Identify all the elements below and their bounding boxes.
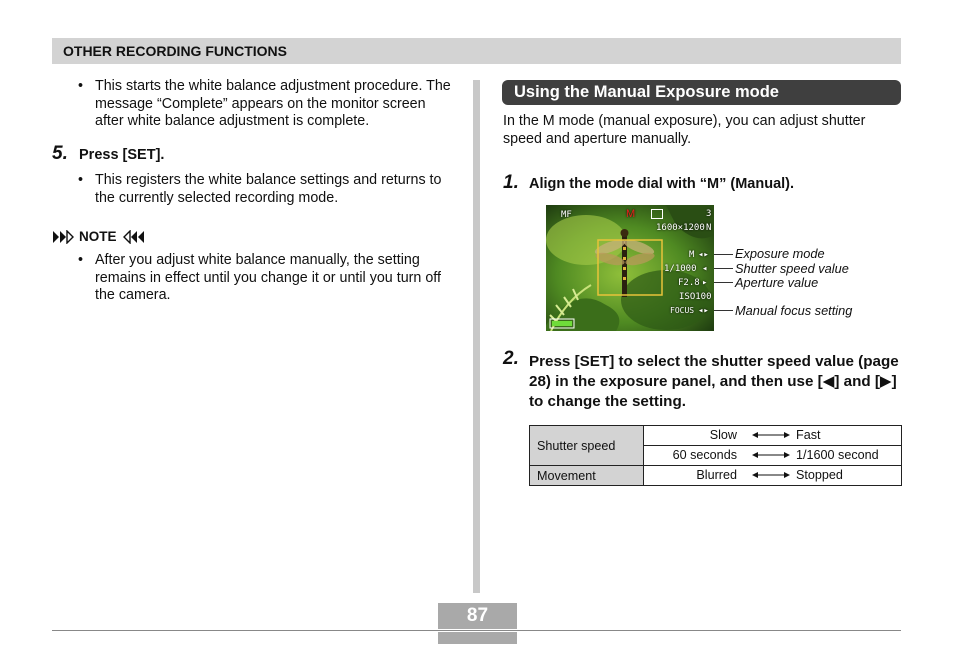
bullet-dot: • (78, 172, 84, 188)
section-header-title: OTHER RECORDING FUNCTIONS (63, 43, 287, 59)
double-arrow-icon (752, 471, 790, 479)
note-arrows-left-icon (121, 230, 145, 244)
callout-exposure-mode: Exposure mode (735, 246, 825, 261)
page-number-box (438, 603, 517, 644)
bullet-item (78, 172, 453, 207)
cell-right-value: Fast (796, 428, 821, 442)
double-arrow-icon (752, 451, 790, 459)
double-arrow-icon (752, 431, 790, 439)
table-label-cell: Shutter speed (530, 426, 644, 466)
column-divider (473, 80, 480, 593)
page-number-tab-bottom (438, 632, 517, 644)
arrows-icon: ◂▸ (698, 250, 709, 260)
table-cell (644, 426, 902, 446)
section-header-bar (52, 38, 901, 64)
cell-left-value: Blurred (696, 468, 737, 482)
exposure-comparison-table (529, 425, 902, 486)
table-cell (644, 466, 902, 486)
leader-line (714, 282, 733, 283)
cell-right-value: Stopped (796, 468, 843, 482)
callout-shutter-speed: Shutter speed value (735, 261, 849, 276)
bullet-dot: • (78, 78, 84, 94)
bullet-dot: • (78, 252, 84, 268)
cell-left-value: Slow (709, 428, 737, 442)
step-text: Press [SET] to select the shutter speed value (page 28) in the exposure panel, and then use [◀] and [▶] to change the setting. (529, 353, 899, 410)
shutter-speed-value: 1/1000 (664, 264, 697, 274)
iso-value: ISO100 (679, 292, 712, 302)
callout-aperture: Aperture value (735, 275, 819, 290)
callout-manual-focus: Manual focus setting (735, 303, 853, 318)
note-arrows-right-icon (52, 230, 76, 244)
table-row (530, 426, 902, 446)
step-number: 1. (503, 172, 519, 193)
cell-left-value: 60 seconds (672, 448, 737, 462)
bullet-text: This registers the white balance settings and returns to the currently selected recording mode. (95, 172, 442, 206)
page-number: 87 (466, 605, 489, 626)
leader-line (714, 254, 733, 255)
step-text: Press [SET]. (79, 147, 165, 163)
note-label: NOTE (79, 229, 117, 244)
cell-right-value: 1/1600 second (796, 448, 879, 462)
bullet-text: This starts the white balance adjustment procedure. The message “Complete” appears on the monitor screen after white balance adjustment is complete. (95, 78, 451, 129)
exposure-mode-value: M (689, 250, 695, 260)
image-size: 1600×1200 (656, 223, 705, 233)
leader-line (714, 268, 733, 269)
leader-line (714, 310, 733, 311)
note-bullet-text: After you adjust white balance manually, the setting remains in effect until you change it or until you turn off the camera. (95, 252, 441, 303)
mf-indicator: MF (561, 210, 572, 220)
image-quality-icon (651, 209, 663, 219)
table-label-cell: Movement (530, 466, 644, 486)
aperture-value: F2.8 (678, 278, 700, 288)
step-text: Align the mode dial with “M” (Manual). (529, 176, 795, 192)
note-bullet-item (78, 252, 453, 305)
intro-paragraph: In the M mode (manual exposure), you can adjust shutter speed and aperture manually. (503, 113, 866, 147)
shots-remaining: 3 (706, 209, 712, 219)
camera-monitor-screen (546, 205, 714, 331)
section-heading (502, 80, 901, 105)
table-cell (644, 446, 902, 466)
table-row (530, 466, 902, 486)
right-arrow-icon: ▸ (702, 278, 708, 288)
mode-indicator: M (626, 208, 636, 220)
arrows-icon: ◂▸ (698, 306, 709, 316)
focus-indicator: FOCUS (670, 306, 695, 315)
step-number: 2. (503, 348, 519, 369)
left-arrow-icon: ◂ (702, 264, 708, 274)
bullet-item (78, 78, 453, 131)
image-size-suffix: N (706, 223, 712, 233)
step-number: 5. (52, 143, 68, 164)
section-heading-text: Using the Manual Exposure mode (514, 83, 779, 101)
